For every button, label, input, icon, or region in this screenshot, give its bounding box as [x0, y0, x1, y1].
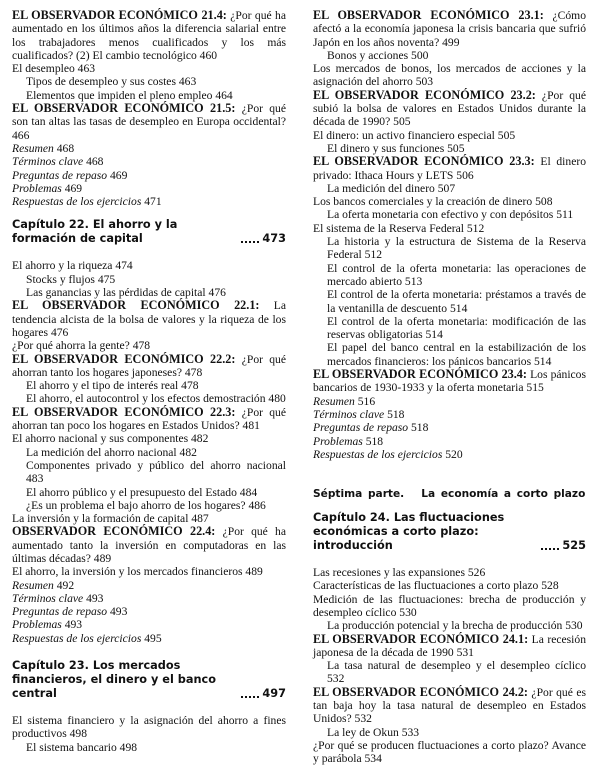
- observer-box-title: ¿Por qué ahorran tanto los hogares japoneses? 478: [12, 352, 286, 379]
- entry-title: Términos clave: [12, 155, 84, 169]
- chapter-heading: [12, 218, 286, 246]
- observer-box-title: El dinero privado: Ithaca Hours y LETS 506: [313, 155, 586, 182]
- page-number: 468: [83, 155, 104, 169]
- subsection-entry: El papel del banco central en la estabilización de los mercados financieros: los pánicos bancarios 514: [327, 341, 586, 368]
- observer-box-entry: [12, 406, 286, 433]
- observer-box-title: La recesión japonesa de la década de 1990 531: [313, 632, 586, 659]
- observer-box-entry: [313, 89, 586, 129]
- observer-box-label: EL OBSERVADOR ECONÓMICO 22.1:: [12, 298, 260, 313]
- page-number: 516: [354, 394, 376, 408]
- section-entry: El ahorro nacional y sus componentes 482: [12, 432, 209, 446]
- observer-box-entry: [313, 155, 586, 182]
- observer-box-label: EL OBSERVADOR ECONÓMICO 22.2:: [12, 351, 236, 366]
- end-of-chapter-entry: [12, 169, 286, 182]
- chapter-title: Capítulo 24. Las fluctuaciones económicas a corto plazo: introducción: [313, 511, 505, 553]
- entry-title: Términos clave: [313, 407, 385, 421]
- observer-box-title: ¿Por qué es tan baja hoy la tasa natural de desempleo en Estados Unidos? 532: [313, 685, 586, 726]
- observer-box-entry: [313, 633, 586, 660]
- section-entry: El sistema financiero y la asignación del ahorro a fines productivos 498: [12, 714, 286, 741]
- section-entry: El dinero: un activo financiero especial 505: [313, 128, 516, 142]
- entry-title: Problemas: [12, 618, 62, 632]
- section-entry: ¿Por qué ahorra la gente? 478: [12, 339, 151, 353]
- part-heading: Séptima parte. La economía a corto plazo: [313, 488, 586, 501]
- observer-box-title: ¿Por qué son tan altas las tasas de desempleo en Europa occidental? 466: [12, 102, 286, 142]
- chapter-heading: [313, 511, 586, 553]
- observer-box-label: EL OBSERVADOR ECONÓMICO 23.2:: [313, 87, 536, 102]
- page-number: 495: [141, 631, 162, 645]
- entry-title: Términos clave: [12, 591, 84, 605]
- subsection-entry: La medición del ahorro nacional 482: [26, 445, 197, 459]
- entry-title: Resumen: [12, 578, 54, 592]
- subsection-entry: La medición del dinero 507: [327, 181, 456, 195]
- entry-title: Preguntas de repaso: [12, 168, 108, 182]
- page-number: 493: [83, 591, 104, 605]
- observer-box-label: OBSERVADOR ECONÓMICO 22.4:: [12, 524, 216, 539]
- observer-box-label: EL OBSERVADOR ECONÓMICO 23.3:: [313, 154, 535, 169]
- subsection-entry: El control de la oferta monetaria: modificación de las reservas obligatorias 514: [327, 314, 586, 342]
- entry-title: Respuestas de los ejercicios: [12, 195, 142, 209]
- page-number: 493: [61, 618, 83, 632]
- subsection-entry: ¿Es un problema el bajo ahorro de los hogares? 486: [26, 498, 266, 512]
- observer-box-label: EL OBSERVADOR ECONÓMICO 24.2:: [313, 684, 528, 699]
- entry-title: Problemas: [12, 181, 62, 195]
- observer-box-title: La tendencia alcista de la bolsa de valores y la riqueza de los hogares 476: [12, 299, 286, 339]
- section-entry: El ahorro y la riqueza 474: [12, 259, 133, 273]
- observer-box-entry: [313, 368, 586, 395]
- entry-title: Resumen: [313, 394, 355, 408]
- end-of-chapter-entry: [12, 632, 286, 645]
- subsection-entry: El sistema bancario 498: [26, 740, 138, 754]
- section-entry: El desempleo 463: [12, 62, 96, 76]
- subsection-entry: El ahorro, el autocontrol y los efectos demostración 480: [26, 392, 286, 406]
- observer-box-entry: [12, 525, 286, 565]
- subsection-entry: Bonos y acciones 500: [327, 48, 429, 62]
- toc-column-left: [12, 9, 286, 754]
- end-of-chapter-entry: [12, 618, 286, 631]
- chapter-title: Capítulo 23. Los mercados financieros, el dinero y el banco central: [12, 659, 216, 701]
- end-of-chapter-entry: [12, 592, 286, 605]
- page-number: 518: [362, 434, 384, 448]
- toc-column-right: [313, 9, 586, 766]
- dot-leader: [541, 548, 559, 550]
- page-number: 471: [141, 195, 162, 209]
- observer-box-label: EL OBSERVADOR ECONÓMICO 22.3:: [12, 404, 236, 419]
- section-entry: Los bancos comerciales y la creación de dinero 508: [313, 195, 553, 209]
- subsection-entry: Stocks y flujos 475: [26, 272, 116, 286]
- observer-box-label: EL OBSERVADOR ECONÓMICO 24.1:: [313, 631, 529, 646]
- page-number: 469: [107, 168, 128, 182]
- end-of-chapter-entry: [12, 155, 286, 168]
- subsection-entry: Elementos que impiden el pleno empleo 464: [26, 88, 233, 102]
- section-entry: Las recesiones y las expansiones 526: [313, 566, 486, 580]
- subsection-entry: El dinero y sus funciones 505: [327, 141, 465, 155]
- observer-box-label: EL OBSERVADOR ECONÓMICO 21.4:: [12, 8, 227, 22]
- end-of-chapter-entry: [313, 408, 586, 421]
- observer-box-label: EL OBSERVADOR ECONÓMICO 23.4:: [313, 367, 527, 382]
- subsection-entry: El control de la oferta monetaria: las operaciones de mercado abierto 513: [327, 261, 586, 288]
- entry-title: Preguntas de repaso: [313, 421, 409, 435]
- subsection-entry: La producción potencial y la brecha de producción 530: [327, 619, 583, 633]
- entry-title: Respuestas de los ejercicios: [12, 631, 142, 645]
- observer-box-entry: [12, 102, 286, 142]
- subsection-entry: La historia y la estructura de Sistema de la Reserva Federal 512: [327, 235, 586, 262]
- entry-title: Resumen: [12, 141, 54, 155]
- observer-box-title: ¿Cómo afectó a la economía japonesa la crisis bancaria que sufrió Japón en los años noventa? 499: [313, 9, 587, 49]
- observer-box-entry: [313, 9, 586, 49]
- subsection-entry: El ahorro público y el presupuesto del Estado 484: [26, 485, 258, 499]
- observer-box-title: ¿Por qué ha aumentado tanto la inversión en computadoras en las últimas décadas? 489: [12, 525, 286, 565]
- page-number: 518: [408, 421, 429, 435]
- subsection-entry: Tipos de desempleo y sus costes 463: [26, 75, 197, 89]
- subsection-entry: Las ganancias y las pérdidas de capital 476: [26, 286, 226, 300]
- observer-box-label: EL OBSERVADOR ECONÓMICO 21.5:: [12, 101, 236, 116]
- end-of-chapter-entry: [12, 605, 286, 618]
- chapter-heading: [12, 659, 286, 701]
- end-of-chapter-entry: [12, 182, 286, 195]
- observer-box-label: EL OBSERVADOR ECONÓMICO 23.1:: [313, 8, 544, 22]
- observer-box-entry: [12, 353, 286, 380]
- end-of-chapter-entry: [313, 448, 586, 461]
- observer-box-entry: [313, 686, 586, 726]
- section-entry: ¿Por qué se producen fluctuaciones a corto plazo? Avance y parábola 534: [313, 738, 586, 766]
- observer-box-entry: [12, 299, 286, 339]
- end-of-chapter-entry: [12, 142, 286, 155]
- subsection-entry: El ahorro y el tipo de interés real 478: [26, 379, 199, 393]
- end-of-chapter-entry: [313, 395, 586, 408]
- observer-box-title: ¿Por qué ha aumentado en los últimos años la diferencia salarial entre los trabajadores menos cualificados y los más cualificados? (2) El cambio tecnológico 460: [12, 9, 286, 62]
- page-number: 468: [53, 141, 75, 155]
- subsection-entry: La ley de Okun 533: [327, 725, 420, 739]
- section-entry: Los mercados de bonos, los mercados de acciones y la asignación del ahorro 503: [313, 62, 586, 89]
- observer-box-title: ¿Por qué ahorran tan poco los hogares en Estados Unidos? 481: [12, 405, 286, 433]
- chapter-title: Capítulo 22. El ahorro y la formación de capital: [12, 218, 178, 246]
- page-number: 520: [442, 447, 463, 461]
- page-number: 493: [107, 605, 128, 619]
- subsection-entry: La oferta monetaria con efectivo y con depósitos 511: [327, 208, 574, 222]
- end-of-chapter-entry: [12, 579, 286, 592]
- chapter-page-number: 473: [262, 232, 286, 246]
- observer-box-entry: [12, 9, 286, 62]
- entry-title: Preguntas de repaso: [12, 605, 108, 619]
- end-of-chapter-entry: [313, 421, 586, 434]
- page-number: 492: [53, 578, 75, 592]
- subsection-entry: Componentes privado y público del ahorro nacional 483: [26, 458, 286, 486]
- section-entry: Características de las fluctuaciones a corto plazo 528: [313, 579, 559, 593]
- entry-title: Problemas: [313, 434, 363, 448]
- dot-leader: [241, 696, 259, 698]
- section-entry: La inversión y la formación de capital 487: [12, 512, 209, 526]
- subsection-entry: La tasa natural de desempleo y el desempleo cíclico 532: [327, 659, 586, 686]
- section-entry: El sistema de la Reserva Federal 512: [313, 221, 485, 235]
- section-entry: El ahorro, la inversión y los mercados financieros 489: [12, 565, 263, 579]
- chapter-page-number: 497: [262, 687, 286, 701]
- entry-title: Respuestas de los ejercicios: [313, 447, 443, 461]
- observer-box-title: ¿Por qué subió la bolsa de valores en Estados Unidos durante la década de 1990? 505: [313, 88, 586, 129]
- subsection-entry: El control de la oferta monetaria: préstamos a través de la ventanilla de descuento 514: [327, 288, 586, 315]
- end-of-chapter-entry: [12, 195, 286, 208]
- observer-box-title: Los pánicos bancarios de 1930-1933 y la oferta monetaria 515: [313, 368, 586, 395]
- chapter-page-number: 525: [562, 539, 586, 553]
- dot-leader: [241, 241, 259, 243]
- end-of-chapter-entry: [313, 435, 586, 448]
- section-entry: Medición de las fluctuaciones: brecha de producción y desempleo cíclico 530: [313, 592, 586, 619]
- page-number: 469: [61, 181, 83, 195]
- page-number: 518: [384, 407, 405, 421]
